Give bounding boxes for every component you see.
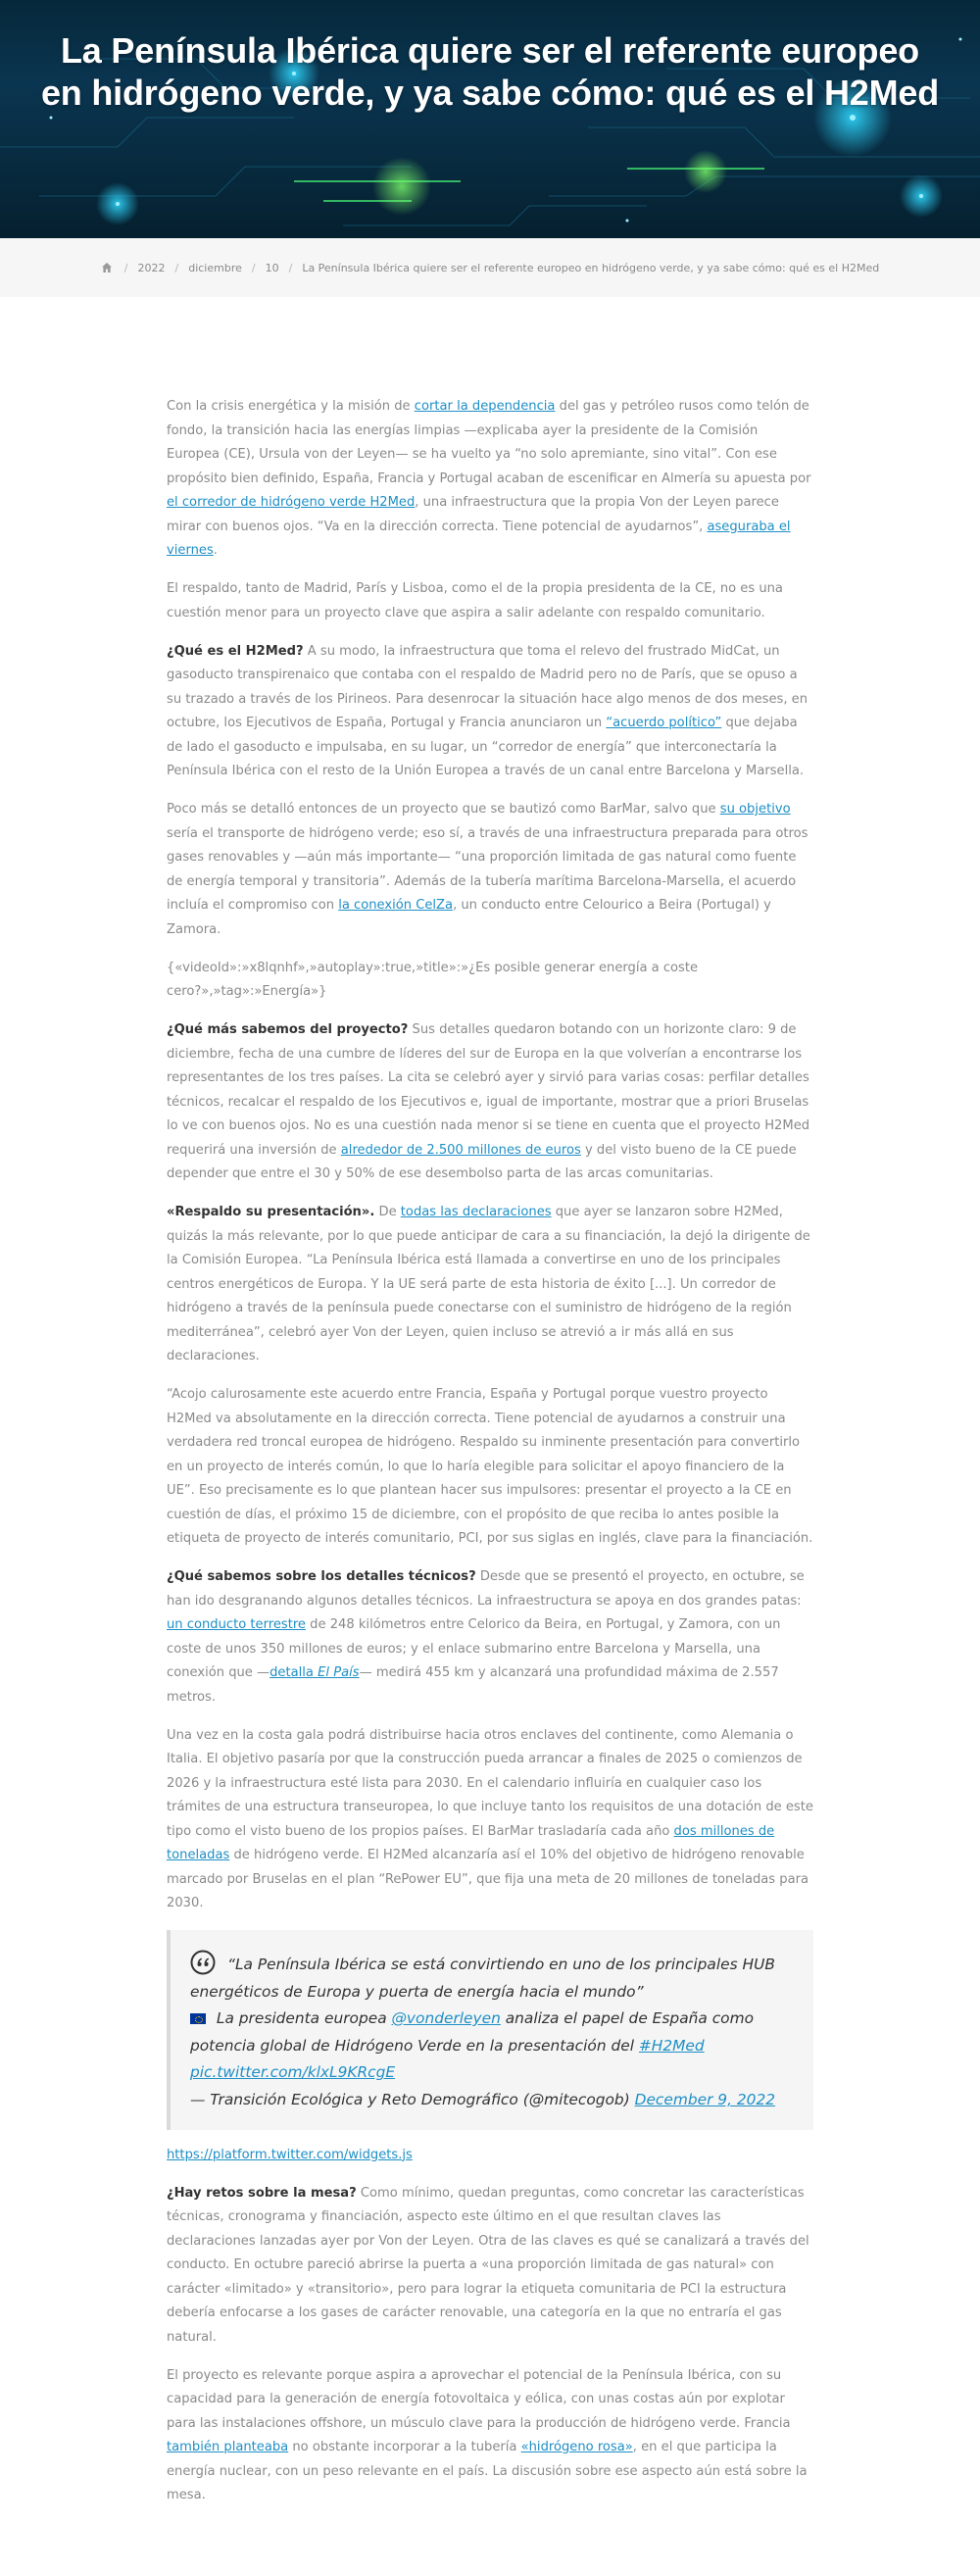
link-tambien-planteaba[interactable]: también planteaba <box>167 2440 289 2455</box>
breadcrumb-year[interactable]: 2022 <box>137 261 166 274</box>
article-body <box>167 297 813 2508</box>
home-icon[interactable] <box>101 262 113 273</box>
link-dos-millones-toneladas[interactable]: dos millones de toneladas <box>167 1823 775 1862</box>
section-heading: ¿Hay retos sobre la mesa? <box>167 2185 357 2201</box>
paragraph-retos: ¿Hay retos sobre la mesa? Como mínimo, quedan preguntas, como concretar las características técnicas, cronograma y financiación, aspecto este último en el que resultan claves las declaraciones lanzadas ayer por Von der Leyen. Otra de las claves es qué se canalizará a través del conducto. En octubre pareció abrirse la puerta a «una proporción limitada de gas natural» con carácter «limitado» y «transitorio», pero para lograr la etiqueta comunitaria de PCI la estructura debería enfocarse a los gases de carácter renovable, una categoría en la que no entraría el gas natural. <box>167 2185 809 2345</box>
breadcrumb-separator: / <box>123 261 128 274</box>
link-corredor-h2med[interactable]: el corredor de hidrógeno verde H2Med <box>167 495 416 510</box>
page-title <box>0 29 980 114</box>
breadcrumb-current: La Península Ibérica quiere ser el referente europeo en hidrógeno verde, y ya sabe cómo: qué es el H2Med <box>302 261 880 274</box>
paragraph-respaldo: El respaldo, tanto de Madrid, París y Lisboa, como el de la propia presidenta de la CE, no es una cuestión menor para un proyecto clave que aspira a salir adelante con respaldo comunitario. <box>167 581 783 620</box>
breadcrumb-separator: / <box>174 261 179 274</box>
breadcrumb <box>0 238 980 297</box>
link-conexion-celza[interactable]: la conexión CelZa <box>338 898 454 913</box>
link-vonderleyen[interactable]: @vonderleyen <box>391 2009 501 2028</box>
quote-text: “La Península Ibérica se está convirtiendo en uno de los principales HUB energéticos de Europa y puerta de energía hacia el mundo” <box>190 1956 775 2001</box>
title-line-2: en hidrógeno verde, y ya sabe cómo: qué es el H2Med <box>40 73 940 113</box>
link-su-objetivo[interactable]: su objetivo <box>719 802 791 817</box>
paragraph-barmar: Poco más se detalló entonces de un proyecto que se bautizó como BarMar, salvo que su objetivo sería el transporte de hidrógeno verde; eso sí, a través de una infraestructura preparada para otros gases renovables y —aún más importante— “una proporción limitada de gas natural como fuente de energía temporal y transitoria”. Además de la tubería marítima Barcelona-Marsella, el acuerdo incluía el compromiso con la conexión CelZa, un conducto entre Celourico a Beira (Portugal) y Zamora. <box>167 802 808 937</box>
link-conducto-terrestre[interactable]: un conducto terrestre <box>167 1617 306 1632</box>
paragraph-que-mas-sabemos: ¿Qué más sabemos del proyecto? Sus detalles quedaron botando con un horizonte claro: 9 de diciembre, fecha de una cumbre de líderes del sur de Europa en la que volverían a encontrarse los representantes de los tres países. La cita se celebró ayer y sirvió para varias cosas: perfilar detalles técnicos, recalcar el respaldo de los Ejecutivos e, igual de importante, mostrar que a priori Bruselas lo ve con buenos ojos. No es una cuestión nada menor si se tiene en cuenta que el proyecto H2Med requerirá una inversión de alrededor de 2.500 millones de euros y del visto bueno de la CE puede depender que entre el 30 y 50% de ese desembolso parta de las arcas comunitarias. <box>167 1022 810 1181</box>
link-pic-twitter[interactable]: pic.twitter.com/klxL9KRcgE <box>190 2063 396 2082</box>
hero-banner <box>0 0 980 238</box>
breadcrumb-list <box>101 262 879 274</box>
link-todas-declaraciones[interactable]: todas las declaraciones <box>400 1205 552 1219</box>
quote-icon <box>190 1950 216 1975</box>
link-hashtag-h2med[interactable]: #H2Med <box>638 2036 705 2055</box>
eu-flag-icon <box>190 2013 206 2024</box>
link-detalla-el-pais[interactable]: detalla El País <box>270 1665 360 1680</box>
section-heading: ¿Qué sabemos sobre los detalles técnicos? <box>167 1569 476 1584</box>
link-acuerdo-politico[interactable]: “acuerdo político” <box>606 716 722 730</box>
link-twitter-widgets[interactable]: https://platform.twitter.com/widgets.js <box>167 2147 413 2162</box>
paragraph-video-embed-code: {«videoId»:»x8lqnhf»,»autoplay»:true,»title»:»¿Es posible generar energía a coste cero?»,»tag»:»Energía»} <box>167 960 699 999</box>
paragraph-respaldo-presentacion: «Respaldo su presentación». De todas las declaraciones que ayer se lanzaron sobre H2Med, quizás la más relevante, por lo que puede anticipar de cara a su financiación, la dejó la dirigente de la Comisión Europea. “La Península Ibérica está llamada a convertirse en uno de los principales centros energéticos de Europa. Y la UE será parte de esta historia de éxito [...]. Un corredor de hidrógeno a través de la península puede conectarse con el suministro de hidrógeno de la región mediterránea”, celebró ayer Von der Leyen, quien incluso se atrevió a ir más allá en sus declaraciones. <box>167 1205 810 1363</box>
breadcrumb-separator: / <box>251 261 256 274</box>
link-cortar-dependencia[interactable]: cortar la dependencia <box>414 399 556 414</box>
quote-attribution: — Transición Ecológica y Reto Demográfico (@mitecogob) <box>190 2090 635 2108</box>
paragraph-detalles-tecnicos: ¿Qué sabemos sobre los detalles técnicos? Desde que se presentó el proyecto, en octubre, se han ido desgranando algunos detalles técnicos. La infraestructura se apoya en dos grandes patas: un conducto terrestre de 248 kilómetros entre Celorico da Beira, en Portugal, y Zamora, con un coste de unos 350 millones de euros; y el enlace submarino entre Barcelona y Marsella, una conexión que —detalla El País— medirá 455 km y alcanzará una profundidad máxima de 2.557 metros. <box>167 1569 805 1705</box>
paragraph-acojo-calurosamente: “Acojo calurosamente este acuerdo entre Francia, España y Portugal porque vuestro proyecto H2Med va absolutamente en la dirección correcta. Tiene potencial de ayudarnos a construir una verdadera red troncal europea de hidrógeno. Respaldo su inminente presentación para convertirlo en un proyecto de interés común, lo que lo haría elegible para solicitar el apoyo financiero de la UE”. Eso precisamente es lo que plantean hacer sus impulsores: presentar el proyecto a la CE en cuestión de días, el próximo 15 de diciembre, con el propósito de que reciba lo antes posible la etiqueta de proyecto de interés comunitario, PCI, por sus siglas en inglés, clave para la financiación. <box>167 1387 813 1546</box>
section-heading: «Respaldo su presentación». <box>167 1205 375 1219</box>
paragraph-widgets <box>167 2144 813 2168</box>
tweet-quote: “La Península Ibérica se está convirtiendo en uno de los principales HUB energéticos de Europa y puerta de energía hacia el mundo” La presidenta europea @vonderleyen analiza el papel de España como potencia global de Hidrógeno Verde en la presentación del #H2Med pic.twitter.com/klxL9KRcgE — Transición Ecológica y Reto Demográfico (@mitecogob) December 9, 2022 <box>167 1930 813 2130</box>
section-heading: ¿Qué más sabemos del proyecto? <box>167 1022 409 1037</box>
paragraph-intro: Con la crisis energética y la misión de cortar la dependencia del gas y petróleo rusos como telón de fondo, la transición hacia las energías limpias —explicaba ayer la presidente de la Comisión Europea (CE), Ursula von der Leyen— se ha vuelto ya “no solo apremiante, sino vital”. Con ese propósito bien definido, España, Francia y Portugal acaban de escenificar en Almería su apuesta por el corredor de hidrógeno verde H2Med, una infraestructura que la propia Von der Leyen parece mirar con buenos ojos. “Va en la dirección correcta. Tiene potencial de ayudarnos”, aseguraba el viernes. <box>167 399 811 558</box>
link-aseguraba-viernes[interactable]: aseguraba el viernes <box>167 519 791 558</box>
link-2500-millones[interactable]: alrededor de 2.500 millones de euros <box>340 1142 581 1158</box>
breadcrumb-separator: / <box>288 261 293 274</box>
paragraph-proyecto-relevante: El proyecto es relevante porque aspira a aprovechar el potencial de la Península Ibérica, con su capacidad para la generación de energía fotovoltaica y eólica, con unas costas aún por explotar para las instalaciones offshore, un músculo clave para la producción de hidrógeno verde. Francia también planteaba no obstante incorporar a la tubería «hidrógeno rosa», en el que participa la energía nuclear, con un peso relevante en el país. La discusión sobre ese aspecto aún está sobre la mesa. <box>167 2367 808 2503</box>
breadcrumb-month[interactable]: diciembre <box>188 261 242 274</box>
title-line-1: La Península Ibérica quiere ser el referente europeo <box>61 30 919 71</box>
link-tweet-date[interactable]: December 9, 2022 <box>634 2090 776 2108</box>
breadcrumb-day[interactable]: 10 <box>265 261 279 274</box>
section-heading: ¿Qué es el H2Med? <box>167 643 304 659</box>
paragraph-costa-gala: Una vez en la costa gala podrá distribuirse hacia otros enclaves del continente, como Alemania o Italia. El objetivo pasaría por que la construcción pueda arrancar a finales de 2025 o comienzos de 2026 y la infraestructura esté lista para 2030. En el calendario influiría en cualquier caso los trámites de una estructura transeuropea, lo que incluye tanto los requisitos de una dotación de este tipo como el visto bueno de los propios países. El BarMar trasladaría cada año dos millones de toneladas de hidrógeno verde. El H2Med alcanzaría así el 10% del objetivo de hidrógeno renovable marcado por Bruselas en el plan “RePower EU”, que fija una meta de 20 millones de toneladas para 2030. <box>167 1727 813 1910</box>
paragraph-que-es-h2med: ¿Qué es el H2Med? A su modo, la infraestructura que toma el relevo del frustrado MidCat, un gasoducto transpirenaico que contaba con el respaldo de Madrid pero no de París, que se opuso a su trazado a través de los Pirineos. Para desenrocar la situación hace algo menos de dos meses, en octubre, los Ejecutivos de España, Portugal y Francia anunciaron un “acuerdo político” que dejaba de lado el gasoducto e impulsaba, en su lugar, un “corredor de energía” que interconectaría la Península Ibérica con el resto de la Unión Europea a través de un canal entre Barcelona y Marsella. <box>167 643 808 778</box>
link-hidrogeno-rosa[interactable]: «hidrógeno rosa» <box>520 2440 633 2455</box>
